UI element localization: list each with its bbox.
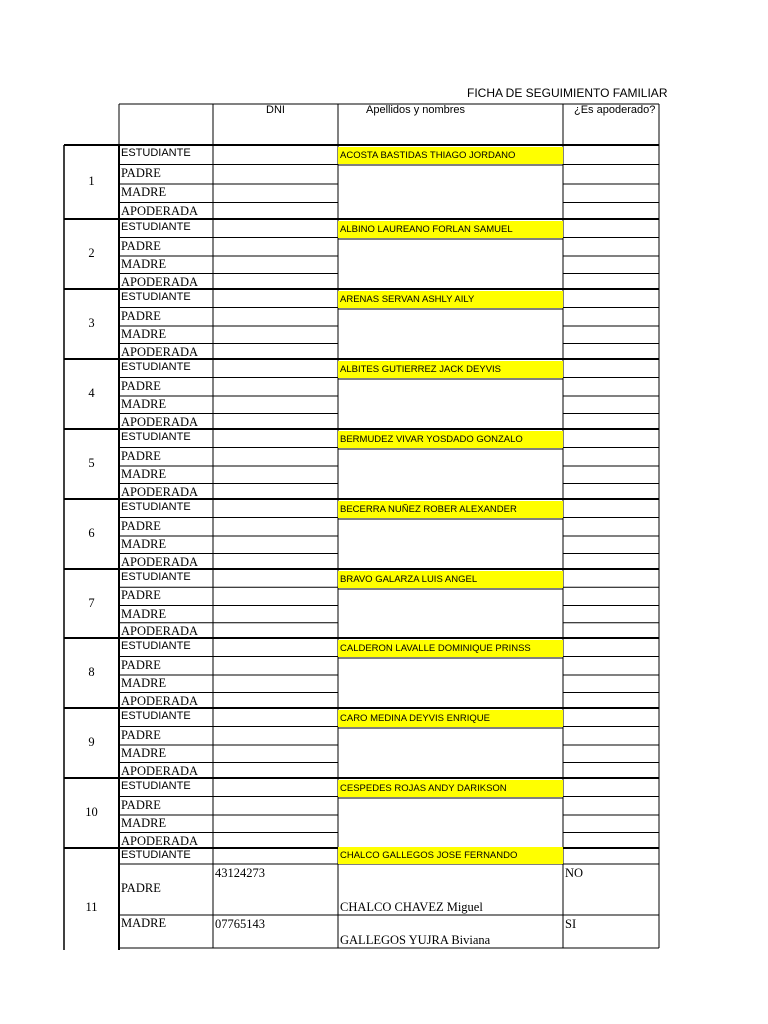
row-label-mother-11: MADRE xyxy=(121,916,167,930)
row-label-padre: PADRE xyxy=(121,518,161,533)
row-label-estudiante: ESTUDIANTE xyxy=(121,221,191,233)
student-number: 3 xyxy=(88,316,95,330)
row-label-madre: MADRE xyxy=(121,537,167,551)
student-name: BRAVO GALARZA LUIS ANGEL xyxy=(338,571,563,588)
student-name: ALBITES GUTIERREZ JACK DEYVIS xyxy=(338,361,563,378)
row-label-padre: PADRE xyxy=(121,797,161,812)
row-label-madre: MADRE xyxy=(121,606,167,621)
student-name: BERMUDEZ VIVAR YOSDADO GONZALO xyxy=(338,431,563,448)
father-dni: 43124273 xyxy=(215,866,265,880)
student-number: 6 xyxy=(88,526,95,540)
student-number: 9 xyxy=(88,735,95,749)
student-number: 10 xyxy=(85,805,98,819)
row-label-apoderada: APODERADA xyxy=(121,623,199,638)
header-names: Apellidos y nombres xyxy=(366,104,466,116)
row-label-estudiante: ESTUDIANTE xyxy=(121,710,191,722)
row-label-estudiante: ESTUDIANTE xyxy=(121,780,191,792)
header-is-guardian: ¿Es apoderado? xyxy=(574,104,656,116)
student-name: ACOSTA BASTIDAS THIAGO JORDANO xyxy=(338,147,563,164)
row-label-padre: PADRE xyxy=(121,308,161,323)
row-label-estudiante: ESTUDIANTE xyxy=(121,361,191,373)
row-label-estudiante: ESTUDIANTE xyxy=(121,147,191,159)
row-label-padre: PADRE xyxy=(121,588,161,603)
sheet-title: FICHA DE SEGUIMIENTO FAMILIAR xyxy=(467,86,668,100)
row-label-madre: MADRE xyxy=(121,327,167,341)
row-label-estudiante: ESTUDIANTE xyxy=(121,571,191,583)
row-label-estudiante: ESTUDIANTE xyxy=(121,640,191,652)
student-name: CARO MEDINA DEYVIS ENRIQUE xyxy=(338,710,563,727)
row-label-madre: MADRE xyxy=(121,676,167,690)
mother-name: GALLEGOS YUJRA Biviana xyxy=(340,933,491,947)
row-label-madre: MADRE xyxy=(121,397,167,411)
row-label-apoderada: APODERADA xyxy=(121,763,199,778)
row-label-madre: MADRE xyxy=(121,185,167,199)
student-number: 2 xyxy=(88,246,95,260)
student-name-11: CHALCO GALLEGOS JOSE FERNANDO xyxy=(338,847,563,864)
student-name: BECERRA NUÑEZ ROBER ALEXANDER xyxy=(338,501,563,518)
row-label-apoderada: APODERADA xyxy=(121,693,199,708)
student-name: CESPEDES ROJAS ANDY DARIKSON xyxy=(338,780,563,797)
student-name: ARENAS SERVAN ASHLY AILY xyxy=(338,291,563,308)
row-label-apoderada: APODERADA xyxy=(121,274,199,289)
student-number: 5 xyxy=(88,456,95,470)
student-number-11: 11 xyxy=(85,900,98,914)
row-label-padre: PADRE xyxy=(121,378,161,393)
row-label-padre: PADRE xyxy=(121,165,161,180)
row-label-madre: MADRE xyxy=(121,467,167,481)
row-label-padre: PADRE xyxy=(121,448,161,463)
father-guardian: NO xyxy=(565,866,584,880)
mother-guardian: SI xyxy=(565,917,577,931)
row-label-madre: MADRE xyxy=(121,257,167,271)
student-number: 7 xyxy=(88,595,95,610)
mother-dni: 07765143 xyxy=(215,917,265,931)
row-label-estudiante: ESTUDIANTE xyxy=(121,501,191,513)
row-label-padre: PADRE xyxy=(121,238,161,253)
row-label-father-11: PADRE xyxy=(121,881,161,895)
row-label-student-11: ESTUDIANTE xyxy=(121,849,191,861)
row-label-apoderada: APODERADA xyxy=(121,554,199,569)
student-number: 8 xyxy=(88,665,95,679)
row-label-padre: PADRE xyxy=(121,727,161,742)
father-name: CHALCO CHAVEZ Miguel xyxy=(340,900,483,914)
row-label-estudiante: ESTUDIANTE xyxy=(121,431,191,443)
row-label-apoderada: APODERADA xyxy=(121,484,199,499)
row-label-apoderada: APODERADA xyxy=(121,833,199,848)
student-number: 1 xyxy=(88,174,95,188)
student-name: CALDERON LAVALLE DOMINIQUE PRINSS xyxy=(338,640,563,657)
row-label-estudiante: ESTUDIANTE xyxy=(121,291,191,303)
row-label-apoderada: APODERADA xyxy=(121,414,199,429)
header-dni: DNI xyxy=(266,104,285,116)
student-number: 4 xyxy=(88,386,95,400)
student-name: ALBINO LAUREANO FORLAN SAMUEL xyxy=(338,221,563,238)
row-label-madre: MADRE xyxy=(121,746,167,760)
row-label-madre: MADRE xyxy=(121,816,167,830)
row-label-padre: PADRE xyxy=(121,657,161,672)
row-label-apoderada: APODERADA xyxy=(121,203,199,218)
row-label-apoderada: APODERADA xyxy=(121,344,199,359)
